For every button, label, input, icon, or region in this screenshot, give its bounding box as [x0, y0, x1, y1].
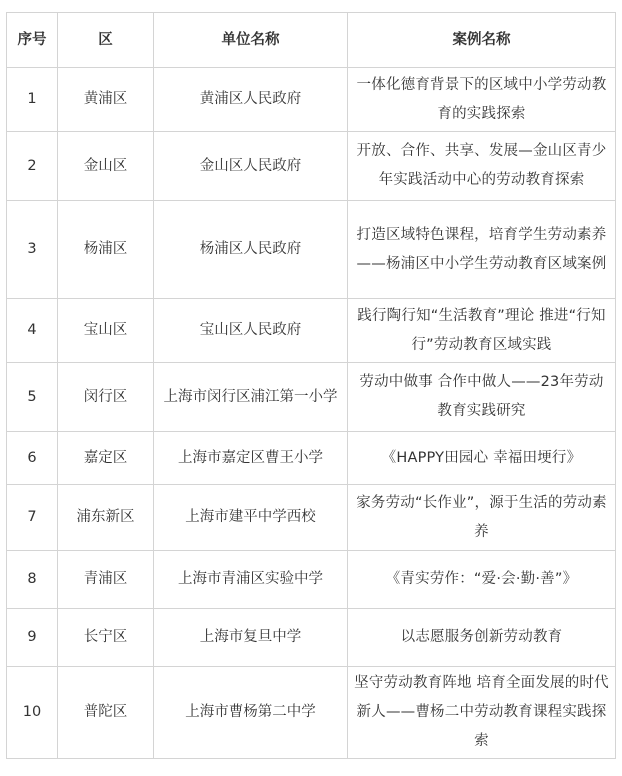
cell-no: 1 [7, 68, 58, 132]
cell-no: 10 [7, 667, 58, 759]
table-row [7, 299, 616, 363]
cell-unit: 上海市复旦中学 [154, 609, 348, 667]
case-table [6, 12, 616, 759]
table-row [7, 667, 616, 759]
cell-unit: 上海市建平中学西校 [154, 485, 348, 551]
table-row [7, 609, 616, 667]
cell-unit: 宝山区人民政府 [154, 299, 348, 363]
header-no: 序号 [7, 13, 58, 68]
table-row [7, 363, 616, 432]
table-row [7, 201, 616, 299]
cell-case: 践行陶行知“生活教育”理论 推进“行知行”劳动教育区域实践 [348, 299, 616, 363]
cell-district: 黄浦区 [58, 68, 154, 132]
cell-case: 以志愿服务创新劳动教育 [348, 609, 616, 667]
cell-case: 劳动中做事 合作中做人——23年劳动教育实践研究 [348, 363, 616, 432]
cell-unit: 上海市闵行区浦江第一小学 [154, 363, 348, 432]
table-header-row [7, 13, 616, 68]
cell-case: 开放、合作、共享、发展—金山区青少年实践活动中心的劳动教育探索 [348, 132, 616, 201]
table-row [7, 432, 616, 485]
cell-district: 青浦区 [58, 551, 154, 609]
header-district: 区 [58, 13, 154, 68]
cell-unit: 上海市嘉定区曹王小学 [154, 432, 348, 485]
table-row [7, 485, 616, 551]
cell-no: 4 [7, 299, 58, 363]
header-unit: 单位名称 [154, 13, 348, 68]
cell-case: 打造区域特色课程，培育学生劳动素养——杨浦区中小学生劳动教育区域案例 [348, 201, 616, 299]
cell-no: 9 [7, 609, 58, 667]
cell-case: 一体化德育背景下的区域中小学劳动教育的实践探索 [348, 68, 616, 132]
cell-unit: 黄浦区人民政府 [154, 68, 348, 132]
cell-district: 普陀区 [58, 667, 154, 759]
case-table-container [6, 12, 616, 759]
cell-no: 8 [7, 551, 58, 609]
cell-unit: 上海市曹杨第二中学 [154, 667, 348, 759]
cell-district: 闵行区 [58, 363, 154, 432]
cell-case: 《HAPPY田园心 幸福田埂行》 [348, 432, 616, 485]
cell-case: 《青实劳作：“爱·会·勤·善”》 [348, 551, 616, 609]
cell-case: 坚守劳动教育阵地 培育全面发展的时代新人——曹杨二中劳动教育课程实践探索 [348, 667, 616, 759]
table-row [7, 68, 616, 132]
table-row [7, 132, 616, 201]
cell-district: 金山区 [58, 132, 154, 201]
cell-no: 7 [7, 485, 58, 551]
cell-unit: 上海市青浦区实验中学 [154, 551, 348, 609]
cell-district: 杨浦区 [58, 201, 154, 299]
cell-no: 6 [7, 432, 58, 485]
cell-unit: 杨浦区人民政府 [154, 201, 348, 299]
cell-no: 2 [7, 132, 58, 201]
cell-no: 3 [7, 201, 58, 299]
cell-district: 宝山区 [58, 299, 154, 363]
cell-no: 5 [7, 363, 58, 432]
cell-unit: 金山区人民政府 [154, 132, 348, 201]
cell-district: 长宁区 [58, 609, 154, 667]
cell-district: 嘉定区 [58, 432, 154, 485]
cell-district: 浦东新区 [58, 485, 154, 551]
cell-case: 家务劳动“长作业”，源于生活的劳动素养 [348, 485, 616, 551]
header-case: 案例名称 [348, 13, 616, 68]
table-row [7, 551, 616, 609]
